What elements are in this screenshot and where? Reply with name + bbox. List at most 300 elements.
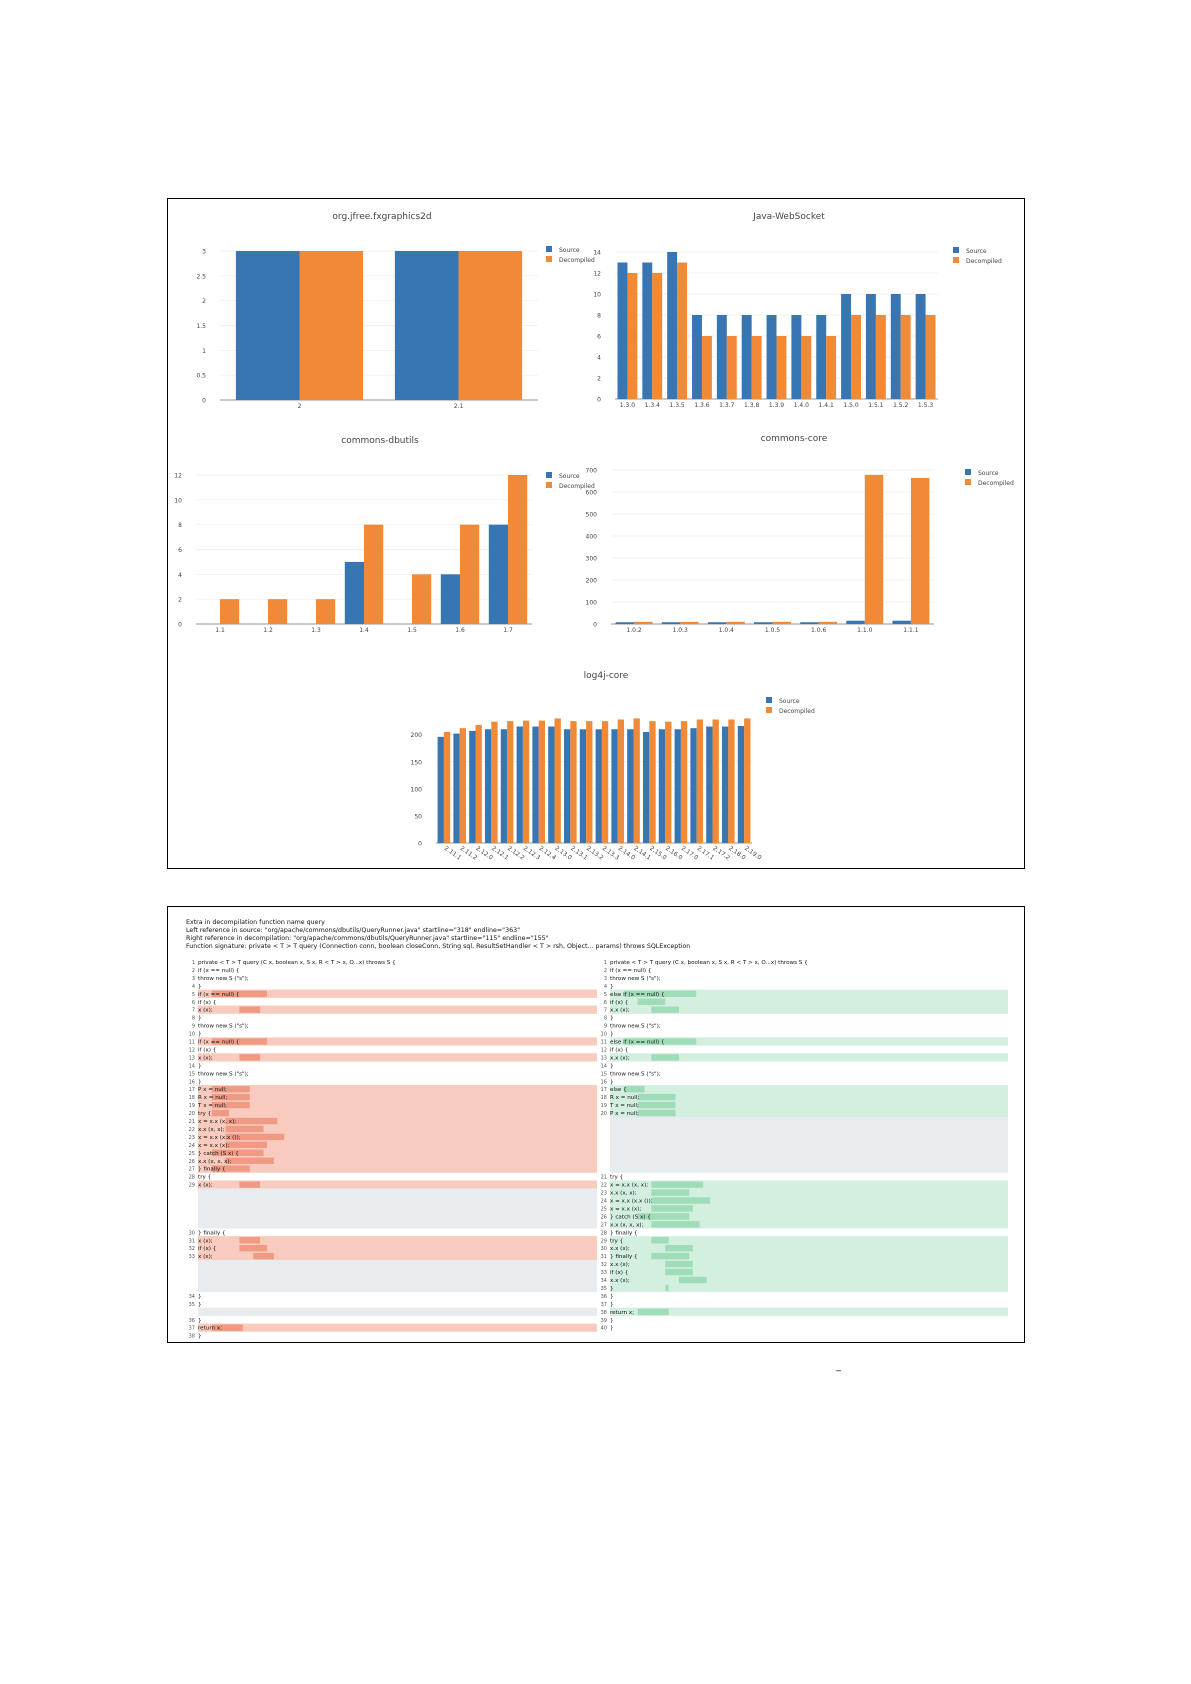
- bar-source: [643, 732, 649, 843]
- y-tick-label: 200: [585, 577, 597, 585]
- left-line-number: 29: [188, 1182, 195, 1189]
- right-line-number: 39: [600, 1317, 607, 1324]
- left-code-line: if (x == null) {: [198, 991, 240, 998]
- right-changed-span: [651, 1237, 668, 1243]
- x-tick-label: 1.3.8: [744, 402, 760, 409]
- x-tick-label: 1.3.0: [619, 402, 636, 409]
- left-line-number: 18: [188, 1095, 195, 1102]
- left-line-number: 22: [188, 1126, 195, 1133]
- bar-source: [891, 294, 901, 399]
- right-code-line: } finally {: [610, 1230, 638, 1237]
- right-row-bg: [610, 1284, 1008, 1292]
- right-line-number: 19: [600, 1103, 607, 1110]
- y-tick-label: 2: [202, 298, 206, 306]
- left-code-line: }: [198, 1333, 202, 1340]
- left-line-number: 28: [188, 1174, 195, 1181]
- bar-decompiled: [819, 622, 837, 624]
- bar-source: [791, 315, 801, 399]
- bar-source: [580, 729, 586, 843]
- left-code-line: try {: [198, 1111, 212, 1118]
- chart-title: commons-dbutils: [341, 436, 419, 446]
- x-tick-label: 1.5.0: [843, 402, 859, 409]
- diff-header-line: Extra in decompilation function name query: [186, 919, 325, 926]
- left-code-line: private < T > T query (C x, boolean x, S x, R < T > x, O...x) throws S {: [198, 960, 396, 966]
- right-changed-span: [638, 1094, 676, 1100]
- left-line-number: 19: [188, 1103, 195, 1110]
- right-changed-span: [638, 999, 666, 1005]
- left-changed-span: [239, 1237, 260, 1243]
- right-changed-span: [651, 1181, 703, 1187]
- right-line-number: 4: [603, 983, 607, 990]
- right-changed-span: [665, 1261, 693, 1267]
- bar-decompiled: [364, 525, 383, 624]
- bar-source: [667, 252, 677, 399]
- left-code-line: if (x == null) {: [198, 967, 240, 974]
- legend-label-source: Source: [779, 698, 800, 705]
- right-line-number: 25: [600, 1206, 607, 1213]
- left-code-line: P x = null;: [198, 1087, 227, 1094]
- legend-label-source: Source: [559, 247, 580, 254]
- chart-title: Java-WebSocket: [753, 212, 825, 222]
- right-code-line: else if (x == null) {: [610, 1039, 665, 1046]
- y-tick-label: 50: [414, 813, 422, 821]
- right-line-number: 12: [600, 1047, 607, 1054]
- bar-decompiled: [801, 336, 811, 399]
- left-changed-span: [239, 1245, 267, 1251]
- right-code-line: x = x.x (x.x ());: [610, 1198, 653, 1205]
- left-code-line: x.x (x, x, x);: [198, 1158, 232, 1165]
- left-line-number: 17: [188, 1087, 195, 1094]
- right-line-number: 36: [600, 1293, 607, 1300]
- diff-header-line: Left reference in source: "org/apache/commons/dbutils/QueryRunner.java" startline="318" endline="363": [186, 927, 520, 934]
- left-line-number: 9: [191, 1023, 195, 1030]
- bar-source: [659, 729, 665, 843]
- bar-source: [742, 315, 752, 399]
- left-line-number: 5: [191, 991, 195, 998]
- right-line-number: 24: [600, 1198, 607, 1205]
- chart-title: log4j-core: [583, 671, 629, 681]
- left-code-line: return x;: [198, 1325, 223, 1332]
- right-code-line: throw new S ("s");: [610, 1071, 661, 1078]
- right-line-number: 6: [603, 999, 607, 1006]
- bar-decompiled: [826, 336, 836, 399]
- left-code-line: x (x);: [198, 1238, 213, 1245]
- x-tick-label: 2.18.0: [727, 844, 747, 862]
- x-tick-label: 1.4.0: [793, 402, 809, 409]
- bar-decompiled: [508, 475, 527, 624]
- left-row-bg: [198, 1196, 597, 1204]
- chart-title: commons-core: [760, 434, 828, 444]
- bar-decompiled: [412, 574, 431, 624]
- x-tick-label: 2.13.1: [569, 844, 589, 862]
- left-code-line: if (x == null) {: [198, 1039, 240, 1046]
- x-tick-label: 1.3.7: [719, 402, 735, 409]
- y-tick-label: 8: [178, 522, 182, 530]
- right-row-bg: [610, 1308, 1008, 1316]
- right-row-bg: [610, 1165, 1008, 1173]
- x-tick-label: 2.17.1: [695, 844, 716, 862]
- y-tick-label: 6: [178, 547, 182, 554]
- right-row-bg: [610, 998, 1008, 1006]
- bar-decompiled: [727, 336, 737, 399]
- right-code-line: throw new S ("s");: [610, 1023, 661, 1030]
- x-tick-label: 1.7: [503, 627, 513, 634]
- x-tick-label: 1.0.2: [626, 627, 642, 634]
- y-tick-label: 2: [178, 596, 182, 604]
- legend-swatch-source: [965, 469, 971, 475]
- y-tick-label: 1.5: [196, 323, 206, 330]
- legend-label-source: Source: [559, 473, 580, 480]
- left-code-line: x (x);: [198, 1182, 213, 1189]
- right-changed-span: [651, 1189, 689, 1195]
- legend-swatch-source: [953, 247, 959, 253]
- bar-decompiled: [627, 273, 637, 399]
- code-diff-panel: [167, 906, 1025, 1343]
- x-tick-label: 1.4: [359, 627, 369, 634]
- left-line-number: 13: [188, 1055, 195, 1062]
- bar-source: [738, 726, 744, 843]
- left-row-bg: [198, 1212, 597, 1220]
- right-code-line: }: [610, 1079, 614, 1086]
- bar-decompiled: [713, 720, 719, 844]
- right-line-number: 10: [600, 1031, 607, 1038]
- bar-source: [345, 562, 364, 624]
- bar-source: [722, 727, 728, 843]
- right-changed-span: [651, 1197, 710, 1203]
- right-line-number: 32: [600, 1262, 607, 1269]
- left-row-bg: [198, 1284, 597, 1292]
- chart-2: [593, 212, 1002, 409]
- x-tick-label: 1.6: [455, 627, 465, 634]
- left-code-line: }: [198, 1015, 202, 1022]
- left-code-line: try {: [198, 1174, 212, 1181]
- charts-svg: [168, 199, 1024, 868]
- right-changed-span: [624, 1086, 645, 1092]
- right-row-bg: [610, 1276, 1008, 1284]
- bar-source: [485, 729, 491, 843]
- right-code-line: x = x.x (x);: [610, 1206, 642, 1213]
- right-code-line: }: [610, 1293, 614, 1300]
- right-code-line: P x = null;: [610, 1111, 639, 1118]
- left-line-number: 15: [188, 1071, 195, 1078]
- bar-decompiled: [268, 599, 287, 624]
- bar-source: [564, 729, 570, 843]
- y-tick-label: 4: [597, 354, 601, 362]
- right-line-number: 33: [600, 1270, 607, 1277]
- y-tick-label: 2: [597, 375, 601, 383]
- y-tick-label: 150: [410, 759, 422, 767]
- bar-decompiled: [876, 315, 886, 399]
- bar-decompiled: [539, 721, 545, 843]
- legend-label-decompiled: Decompiled: [559, 483, 595, 490]
- bar-source: [690, 728, 696, 843]
- right-code-line: x.x (x);: [610, 1262, 630, 1269]
- left-code-line: T x = null;: [198, 1103, 227, 1110]
- right-line-number: 7: [603, 1007, 607, 1014]
- right-changed-span: [651, 1221, 699, 1227]
- left-changed-span: [226, 1158, 274, 1164]
- left-changed-span: [212, 1110, 229, 1116]
- right-line-number: 26: [600, 1214, 607, 1221]
- legend-swatch-source: [546, 246, 552, 252]
- x-tick-label: 1.1.1: [903, 627, 919, 634]
- y-tick-label: 100: [585, 599, 597, 607]
- bar-source: [767, 315, 777, 399]
- right-line-number: 8: [603, 1015, 607, 1022]
- left-changed-span: [253, 1253, 274, 1259]
- right-code-line: } finally {: [610, 1254, 638, 1261]
- x-tick-label: 2.16.0: [663, 844, 684, 862]
- right-row-bg: [610, 1085, 1008, 1093]
- bar-source: [395, 251, 459, 400]
- y-tick-label: 200: [410, 732, 422, 740]
- right-line-number: 11: [600, 1039, 607, 1046]
- right-changed-span: [651, 1253, 689, 1259]
- right-changed-span: [638, 1102, 676, 1108]
- left-code-line: R x = null;: [198, 1095, 228, 1102]
- right-changed-span: [665, 1245, 693, 1251]
- bar-source: [517, 727, 523, 843]
- bar-decompiled: [665, 722, 671, 843]
- x-tick-label: 2.12.1: [490, 844, 510, 862]
- bar-decompiled: [911, 478, 929, 624]
- y-tick-label: 0: [593, 621, 597, 629]
- right-code-line: x.x (x);: [610, 1007, 630, 1014]
- legend-label-decompiled: Decompiled: [966, 258, 1002, 265]
- right-line-number: 35: [600, 1285, 607, 1292]
- right-line-number: 34: [600, 1278, 607, 1284]
- left-line-number: 1: [191, 960, 195, 966]
- left-row-bg: [198, 1109, 597, 1117]
- right-line-number: 18: [600, 1095, 607, 1102]
- right-changed-span: [638, 1309, 669, 1315]
- left-line-number: 24: [188, 1142, 195, 1149]
- x-tick-label: 1.5.1: [868, 402, 884, 409]
- bar-decompiled: [570, 721, 576, 843]
- x-tick-label: 1.0.3: [672, 627, 688, 634]
- y-tick-label: 12: [593, 270, 601, 278]
- left-line-number: 16: [188, 1079, 195, 1086]
- right-line-number: 2: [603, 967, 607, 974]
- right-line-number: 22: [600, 1182, 607, 1189]
- right-line-number: 27: [600, 1222, 607, 1229]
- bar-source: [916, 294, 926, 399]
- legend-swatch-decompiled: [965, 479, 971, 485]
- chart-1: [196, 212, 595, 410]
- x-tick-label: 1.5: [407, 627, 417, 634]
- x-tick-label: 2.14.0: [616, 844, 637, 862]
- right-code-line: }: [610, 1031, 614, 1038]
- x-tick-label: 2.17.0: [679, 844, 700, 862]
- left-row-bg: [198, 1093, 597, 1101]
- x-tick-label: 2.12.2: [505, 844, 526, 862]
- bar-decompiled: [316, 599, 335, 624]
- left-line-number: 12: [188, 1047, 195, 1054]
- y-tick-label: 4: [178, 571, 182, 579]
- bar-decompiled: [444, 732, 450, 843]
- right-code-line: else if (x == null) {: [610, 991, 665, 998]
- legend-swatch-decompiled: [953, 257, 959, 263]
- x-tick-label: 2.12.0: [474, 844, 495, 862]
- left-line-number: 6: [191, 999, 195, 1006]
- bar-source: [717, 315, 727, 399]
- x-tick-label: 1.2: [263, 627, 273, 634]
- left-changed-span: [239, 1181, 260, 1187]
- right-code-line: x = x.x (x, x);: [610, 1182, 649, 1189]
- diff-svg: [168, 907, 1024, 1342]
- left-code-line: throw new S ("s");: [198, 1023, 249, 1030]
- left-code-line: }: [198, 1301, 202, 1308]
- x-tick-label: 1.5.3: [917, 402, 934, 409]
- bar-decompiled: [702, 336, 712, 399]
- x-tick-label: 2.12.3: [521, 844, 542, 862]
- left-code-line: throw new S ("s");: [198, 1071, 249, 1078]
- right-code-line: }: [610, 983, 614, 990]
- right-line-number: 3: [603, 975, 607, 982]
- bar-decompiled: [476, 725, 482, 843]
- right-line-number: 13: [600, 1055, 607, 1062]
- right-row-bg: [610, 1133, 1008, 1141]
- y-tick-label: 10: [593, 291, 601, 299]
- right-line-number: 31: [600, 1254, 607, 1261]
- right-code-line: }: [610, 1285, 614, 1292]
- left-code-line: } finally {: [198, 1230, 226, 1237]
- left-line-number: 4: [191, 983, 195, 990]
- x-tick-label: 2.11.2: [458, 844, 479, 862]
- legend-label-source: Source: [966, 248, 987, 255]
- y-tick-label: 400: [585, 533, 597, 541]
- legend-label-decompiled: Decompiled: [978, 480, 1014, 487]
- figure-panel: [167, 198, 1025, 869]
- left-line-number: 32: [188, 1246, 195, 1253]
- bar-source: [708, 622, 726, 624]
- left-line-number: 36: [188, 1317, 195, 1324]
- left-line-number: 10: [188, 1031, 195, 1038]
- y-tick-label: 2.5: [196, 273, 206, 281]
- bar-source: [548, 727, 554, 843]
- left-line-number: 3: [191, 975, 195, 982]
- bar-source: [616, 622, 634, 624]
- bar-decompiled: [649, 721, 655, 843]
- x-tick-label: 2.13.3: [600, 844, 621, 862]
- left-line-number: 20: [188, 1111, 195, 1118]
- bar-decompiled: [728, 720, 734, 844]
- right-code-line: x.x (x);: [610, 1055, 630, 1062]
- bar-decompiled: [677, 263, 687, 400]
- left-line-number: 27: [188, 1166, 195, 1173]
- right-code-line: x.x (x, x, x);: [610, 1222, 644, 1229]
- legend-label-decompiled: Decompiled: [779, 708, 815, 715]
- right-changed-span: [651, 1007, 679, 1013]
- x-tick-label: 2.11.1: [442, 844, 463, 862]
- diff-header-line: Function signature: private < T > T query (Connection conn, boolean closeConn, String sql, ResultSetHandler < T > rsh, Object... params) throws SQLException: [186, 943, 691, 950]
- right-code-line: }: [610, 1301, 614, 1308]
- bar-decompiled: [865, 475, 883, 624]
- left-row-bg: [198, 1276, 597, 1284]
- bar-source: [846, 621, 864, 624]
- y-tick-label: 8: [597, 312, 601, 320]
- y-tick-label: 0.5: [196, 372, 206, 380]
- left-code-line: }: [198, 1293, 202, 1300]
- left-line-number: 34: [188, 1293, 195, 1300]
- right-line-number: 21: [600, 1174, 607, 1181]
- x-tick-label: 1.4.1: [818, 402, 834, 409]
- x-tick-label: 1.0.5: [764, 627, 781, 634]
- legend-label-decompiled: Decompiled: [559, 257, 595, 264]
- right-row-bg: [610, 1117, 1008, 1125]
- bar-source: [706, 727, 712, 843]
- right-changed-span: [679, 1277, 707, 1283]
- left-row-bg: [198, 1085, 597, 1093]
- bar-source: [642, 263, 652, 400]
- left-line-number: 35: [188, 1301, 195, 1308]
- right-line-number: 9: [603, 1023, 607, 1030]
- right-line-number: 29: [600, 1238, 607, 1245]
- left-row-bg: [198, 1260, 597, 1268]
- bar-source: [617, 263, 627, 400]
- right-line-number: 14: [600, 1063, 607, 1070]
- bar-decompiled: [652, 273, 662, 399]
- left-line-number: 31: [188, 1238, 195, 1245]
- right-code-line: }: [610, 1317, 614, 1324]
- right-code-line: R x = null;: [610, 1095, 640, 1102]
- right-row-bg: [610, 1149, 1008, 1157]
- bar-decompiled: [460, 728, 466, 843]
- bar-decompiled: [777, 336, 787, 399]
- y-tick-label: 700: [585, 467, 597, 475]
- y-tick-label: 0: [418, 840, 422, 848]
- y-tick-label: 14: [593, 249, 601, 257]
- right-code-line: try {: [610, 1238, 624, 1245]
- left-code-line: } catch (S x) {: [198, 1150, 239, 1157]
- bar-decompiled: [726, 622, 744, 624]
- y-tick-label: 12: [174, 472, 182, 480]
- left-code-line: if (x) {: [198, 1047, 217, 1054]
- right-code-line: if (x) {: [610, 1270, 629, 1277]
- right-code-line: x.x (x);: [610, 1246, 630, 1253]
- left-row-bg: [198, 1268, 597, 1276]
- right-code-line: }: [610, 1063, 614, 1070]
- bar-decompiled: [680, 622, 698, 624]
- bar-decompiled: [586, 721, 592, 843]
- right-line-number: 15: [600, 1071, 607, 1078]
- bar-source: [754, 622, 772, 624]
- y-tick-label: 300: [585, 555, 597, 563]
- left-row-bg: [198, 1165, 597, 1173]
- right-code-line: x.x (x);: [610, 1278, 630, 1284]
- chart-title: org.jfree.fxgraphics2d: [332, 212, 432, 222]
- left-changed-span: [239, 1054, 260, 1060]
- chart-4: [586, 434, 1014, 634]
- bar-source: [841, 294, 851, 399]
- left-line-number: 14: [188, 1063, 195, 1070]
- x-tick-label: 1.3: [311, 627, 321, 634]
- chart-5: [411, 671, 815, 862]
- left-line-number: 37: [188, 1325, 195, 1332]
- left-code-line: x = x.x (x.x ());: [198, 1134, 241, 1141]
- right-line-number: 20: [600, 1111, 607, 1118]
- left-row-bg: [198, 1188, 597, 1196]
- right-changed-span: [651, 1205, 692, 1211]
- y-tick-label: 6: [597, 333, 601, 341]
- bar-decompiled: [697, 720, 703, 844]
- bar-decompiled: [634, 718, 640, 843]
- legend-swatch-decompiled: [546, 482, 552, 488]
- right-code-line: if (x) {: [610, 1047, 629, 1054]
- left-line-number: 38: [188, 1333, 195, 1340]
- left-code-line: }: [198, 1031, 202, 1038]
- x-tick-label: 2.12.4: [537, 844, 558, 862]
